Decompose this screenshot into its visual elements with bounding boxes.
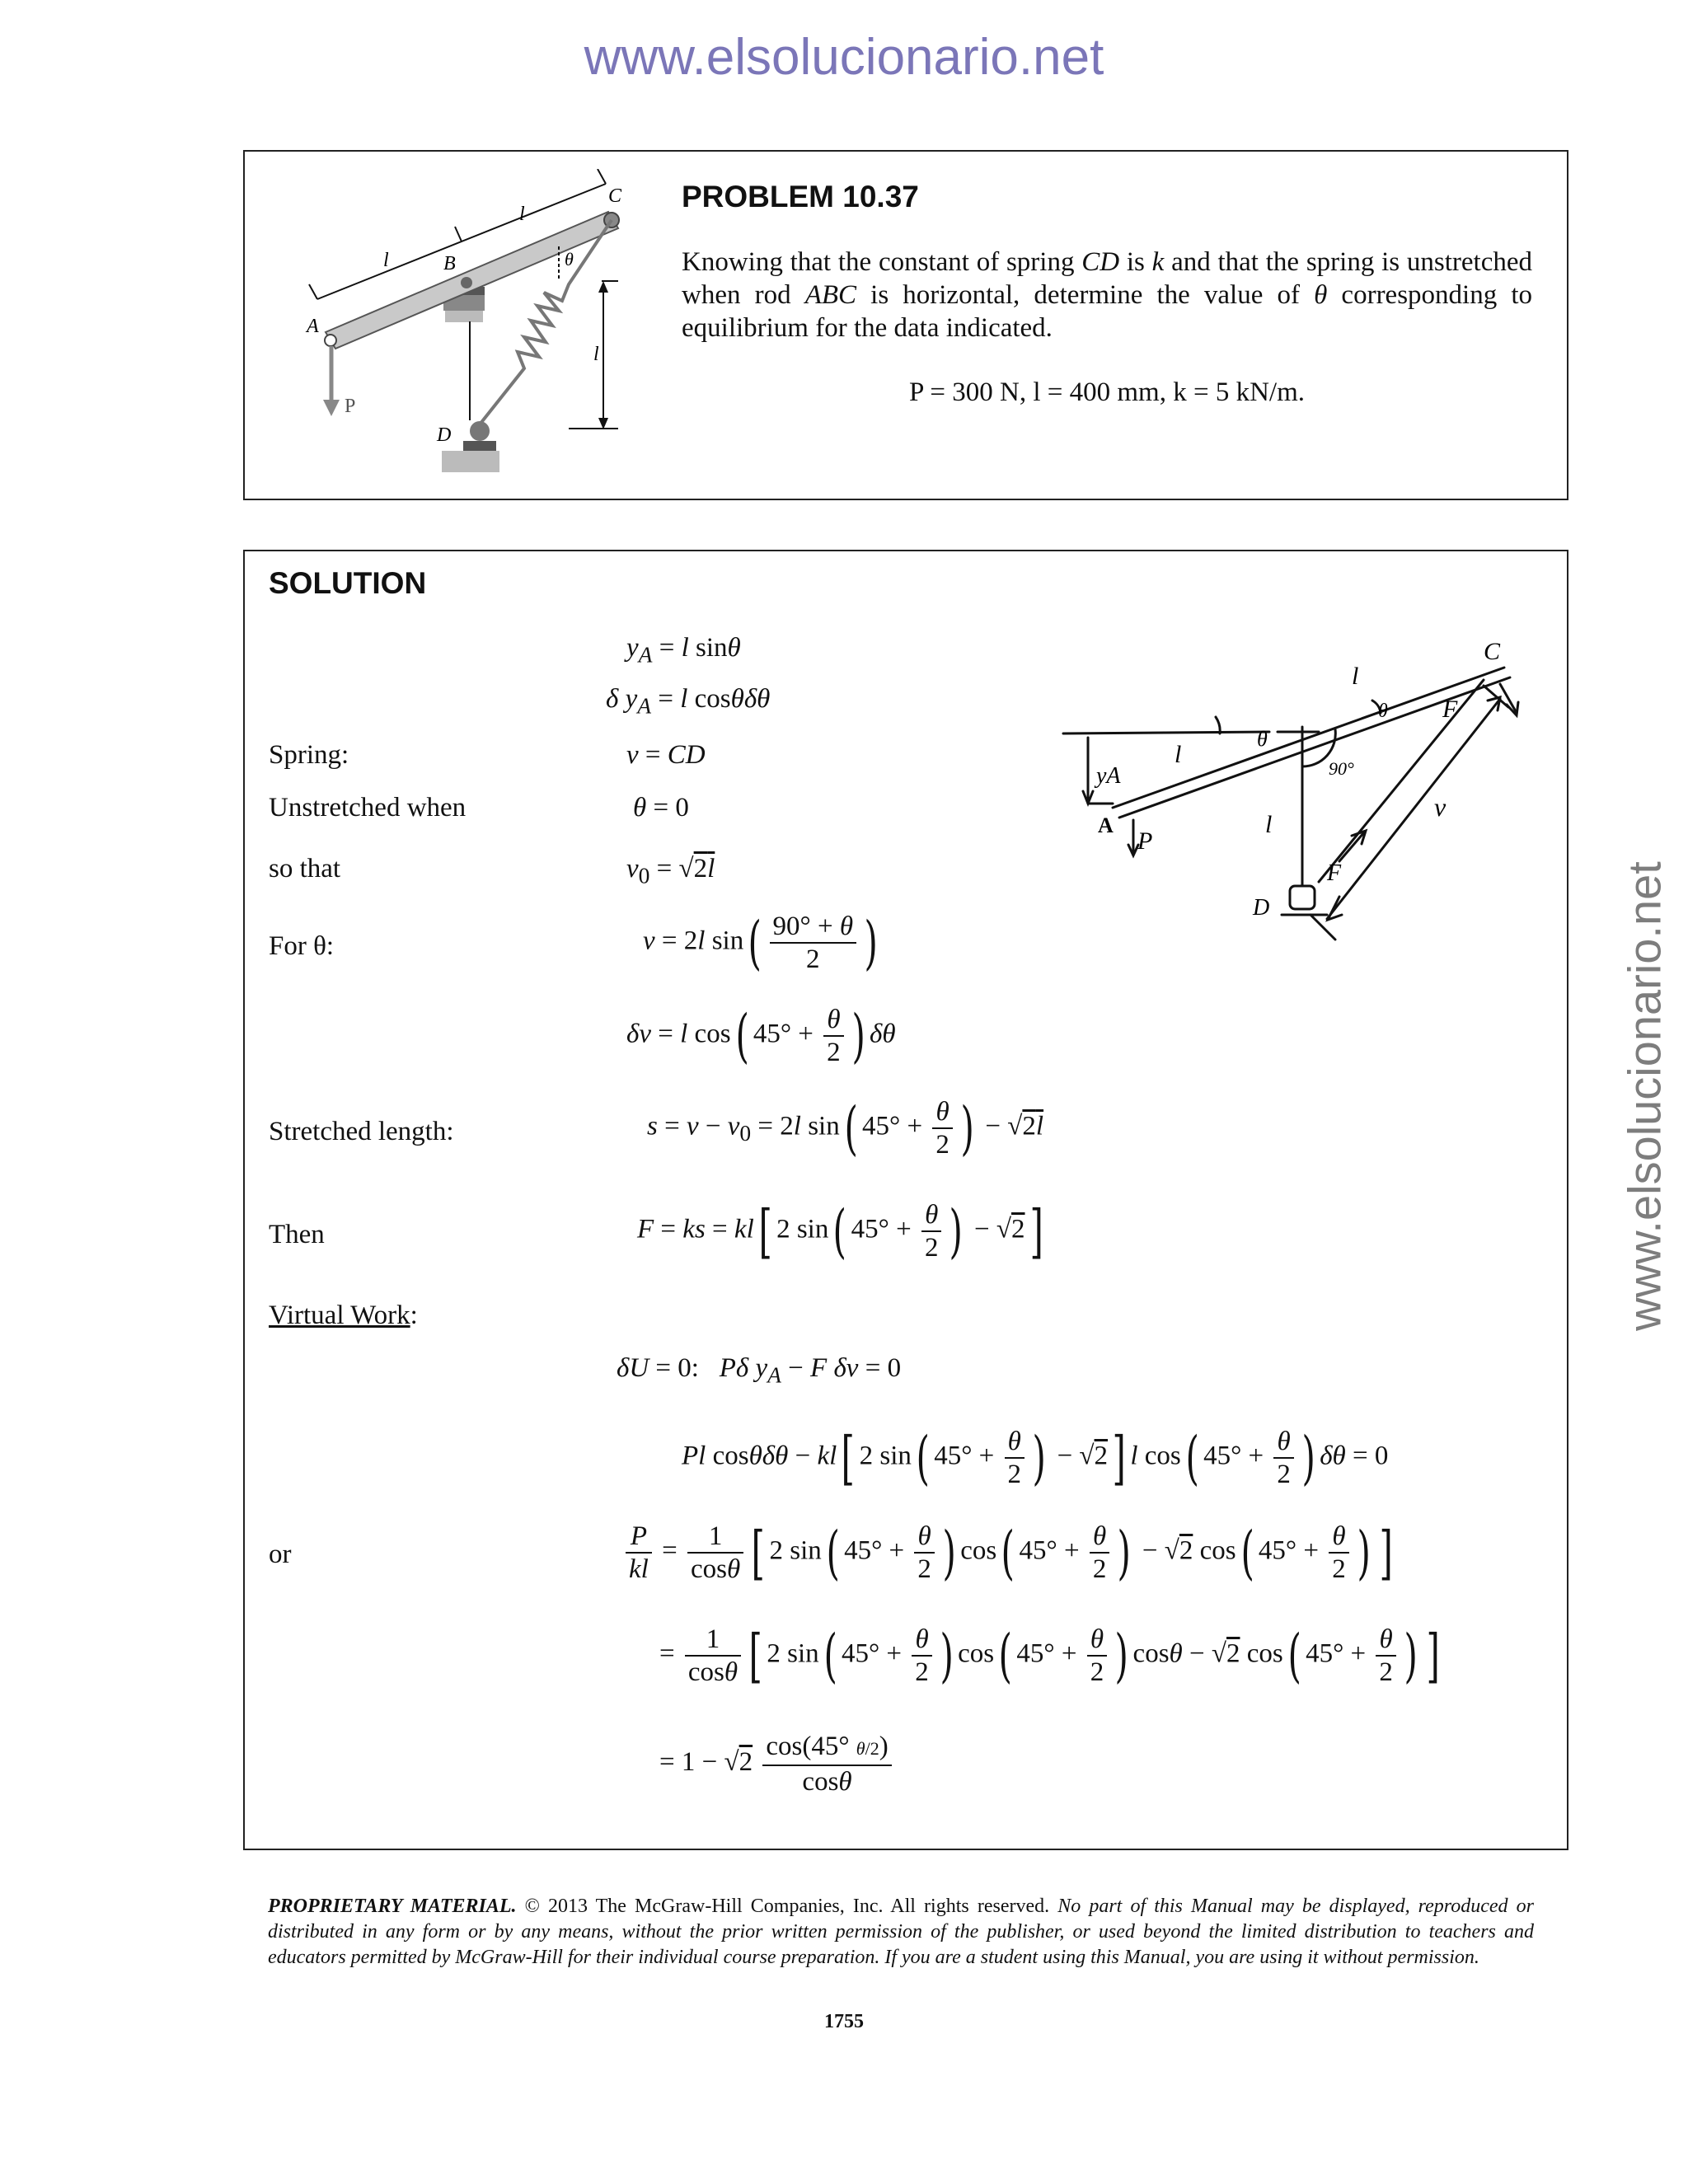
dim-l-vertical: l	[593, 344, 599, 365]
equation-delta-v: δv = l cos( 45° + $\frac{\theta}{2}$ ) δθ	[626, 1002, 896, 1070]
equation-theta-zero: θ = 0	[633, 793, 689, 823]
equation-v0: $v_0 = √2l$	[626, 854, 715, 888]
label-virtual-work: Virtual Work:	[269, 1301, 418, 1330]
solution-sketch	[1055, 635, 1533, 964]
sketch-a-label: A	[1098, 813, 1114, 837]
watermark-side: www.elsolucionario.net	[1618, 861, 1671, 1331]
equation-delta-ya: δ $y_A = l$ cosθδθ	[606, 684, 771, 719]
sketch-ya-label: yA	[1096, 763, 1121, 789]
page-number: 1755	[824, 2011, 864, 2032]
sketch-f-top: F	[1442, 696, 1458, 723]
label-then: Then	[269, 1220, 325, 1249]
sketch-ninety-label: 90°	[1329, 758, 1354, 779]
footer-copyright: PROPRIETARY MATERIAL. © 2013 The McGraw-Hill Companies, Inc. All rights reserved. No part of this Manual may be displayed, reproduced or distributed in any form or by any means, without the prior written permission of the publisher, or used beyond the limited distribution to teachers and educators permitted by McGraw-Hill for their individual course preparation. If you are a student using this Manual, you are using it without permission.	[268, 1896, 1534, 1968]
equation-simplified-1: = $\frac{1}{\cos\theta}$ [ 2 sin( 45° + $\frac{\theta}{2}$ ) cos( 45° + $\frac{\theta}{2}$ ) cosθ − √2 cos( 45° + $\frac{\theta}{2}$ ) ]	[659, 1622, 1441, 1690]
problem-figure	[297, 169, 643, 482]
label-so-that: so that	[269, 854, 341, 883]
sketch-d-label: D	[1253, 895, 1270, 921]
sketch-theta-right: θ	[1378, 701, 1388, 722]
problem-statement: Knowing that the constant of spring CD is k and that the spring is unstretched when rod ABC is horizontal, determine the value of θ corresponding to equilibrium for the data indicated.	[682, 247, 1532, 343]
equation-v-theta: v = 2l sin( $\frac{90^\circ + \theta}{2}$ )	[643, 909, 878, 977]
sketch-v-label: v	[1434, 792, 1447, 822]
equation-stretched: $s = v - v_0 = 2l$ sin( 45° + $\frac{\theta}{2}$ ) − √2l	[647, 1094, 1044, 1162]
equation-ya: $y_A = l$ sinθ	[626, 633, 741, 668]
equation-v: v = CD	[626, 740, 706, 770]
sketch-f-bottom: F	[1327, 860, 1342, 886]
sketch-p-label: P	[1137, 827, 1153, 855]
solution-title: SOLUTION	[269, 566, 427, 600]
equation-force: F = ks = kl[ 2 sin( 45° + $\frac{\theta}{2}$ ) − √2]	[637, 1197, 1043, 1265]
sketch-l-vertical: l	[1265, 811, 1273, 838]
sketch-theta-left: θ	[1257, 727, 1268, 751]
equation-virtual-work: δU = 0: Pδ $y_A - F$ δv = 0	[617, 1353, 902, 1388]
point-d-label: D	[437, 424, 452, 446]
point-b-label: B	[443, 253, 456, 274]
watermark-top: www.elsolucionario.net	[584, 29, 1104, 86]
theta-label: θ	[565, 249, 574, 269]
problem-data: P = 300 N, l = 400 mm, k = 5 kN/m.	[909, 377, 1305, 407]
equation-simplified-2: = 1 − √2 $\frac{\cos(45^\circ \theta/2)}{\cos\theta}$	[659, 1731, 895, 1797]
label-for-theta: For θ:	[269, 931, 335, 961]
sketch-l-top: l	[1352, 663, 1359, 690]
equation-p-over-kl: $\frac{P}{kl}$ = $\frac{1}{\cos\theta}$ [ 2 sin( 45° + $\frac{\theta}{2}$ ) cos( 45° + $\frac{\theta}{2}$ ) − √2 cos( 45° + $\frac{\theta}{2}$ ) ]	[622, 1521, 1397, 1585]
label-stretched-length: Stretched length:	[269, 1117, 454, 1146]
problem-title: PROBLEM 10.37	[682, 180, 919, 213]
sketch-c-label: C	[1484, 638, 1501, 665]
label-unstretched: Unstretched when	[269, 793, 467, 823]
equation-expanded: Pl cosθδθ − kl[ 2 sin( 45° + $\frac{\theta}{2}$ ) − √2] l cos( 45° + $\frac{\theta}{2}$ ) δθ = 0	[682, 1424, 1389, 1492]
point-a-label: A	[307, 316, 319, 337]
force-p-label: P	[345, 396, 356, 417]
dim-l-left: l	[383, 250, 389, 271]
label-or: or	[269, 1540, 292, 1569]
sketch-l-left: l	[1175, 741, 1182, 768]
label-spring: Spring:	[269, 740, 349, 770]
point-c-label: C	[608, 185, 622, 207]
dim-l-right: l	[519, 204, 525, 225]
